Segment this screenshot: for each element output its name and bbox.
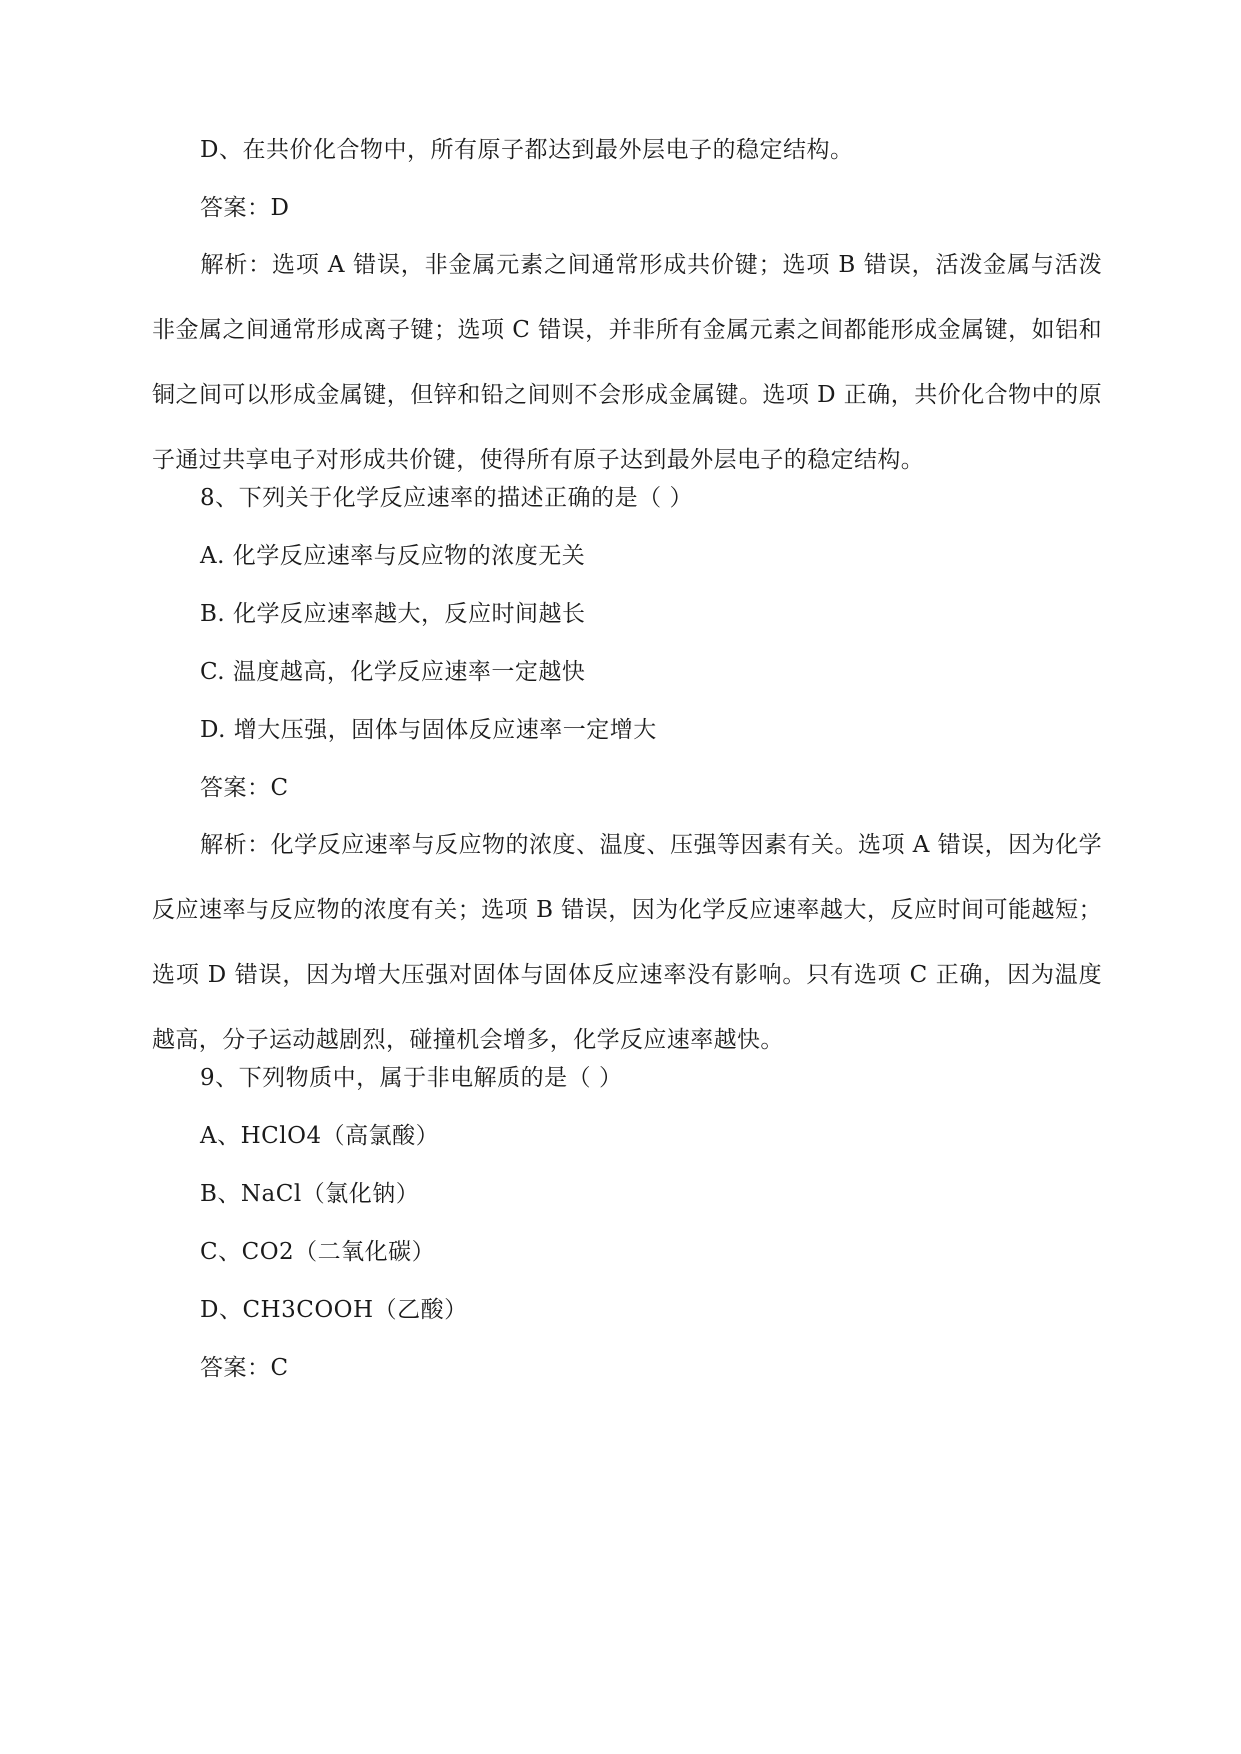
q8-answer: 答案：C [200,775,289,801]
q8-analysis-text: 解析：化学反应速率与反应物的浓度、温度、压强等因素有关。选项 A 错误，因为化学反应速率与反应物的浓度有关；选项 B 错误，因为化学反应速率越大，反应时间可能越短；选项 D 错误，因为增大压强对固体与固体反应速率没有影响。只有选项 C 正确，因为温度越高，分子运动越剧烈，碰撞机会增多，化学反应速率越快。 [152,832,1102,1053]
q7-answer: 答案：D [200,195,290,221]
q7-analysis [152,233,1102,493]
q9-option-b: B、NaCl（氯化钠） [200,1181,420,1207]
q8-option-c: C. 温度越高，化学反应速率一定越快 [200,659,586,685]
q8-option-a: A. 化学反应速率与反应物的浓度无关 [200,543,586,569]
q7-analysis-text: 解析：选项 A 错误，非金属元素之间通常形成共价键；选项 B 错误，活泼金属与活泼非金属之间通常形成离子键；选项 C 错误，并非所有金属元素之间都能形成金属键，如铝和铜之间可以形成金属键，但锌和铅之间则不会形成金属键。选项 D 正确，共价化合物中的原子通过共享电子对形成共价键，使得所有原子达到最外层电子的稳定结构。 [152,252,1102,473]
q9-answer: 答案：C [200,1355,289,1381]
q9-question: 9、下列物质中，属于非电解质的是（ ） [200,1065,623,1091]
q9-option-d: D、CH3COOH（乙酸） [200,1297,468,1323]
q8-analysis [152,813,1102,1073]
q8-option-b: B. 化学反应速率越大，反应时间越长 [200,601,586,627]
q9-option-c: C、CO2（二氧化碳） [200,1239,436,1265]
q8-question: 8、下列关于化学反应速率的描述正确的是（ ） [200,485,693,511]
q9-option-a: A、HClO4（高氯酸） [200,1123,440,1149]
q8-option-d: D. 增大压强，固体与固体反应速率一定增大 [200,717,657,743]
q7-option-d: D、在共价化合物中，所有原子都达到最外层电子的稳定结构。 [200,137,854,163]
